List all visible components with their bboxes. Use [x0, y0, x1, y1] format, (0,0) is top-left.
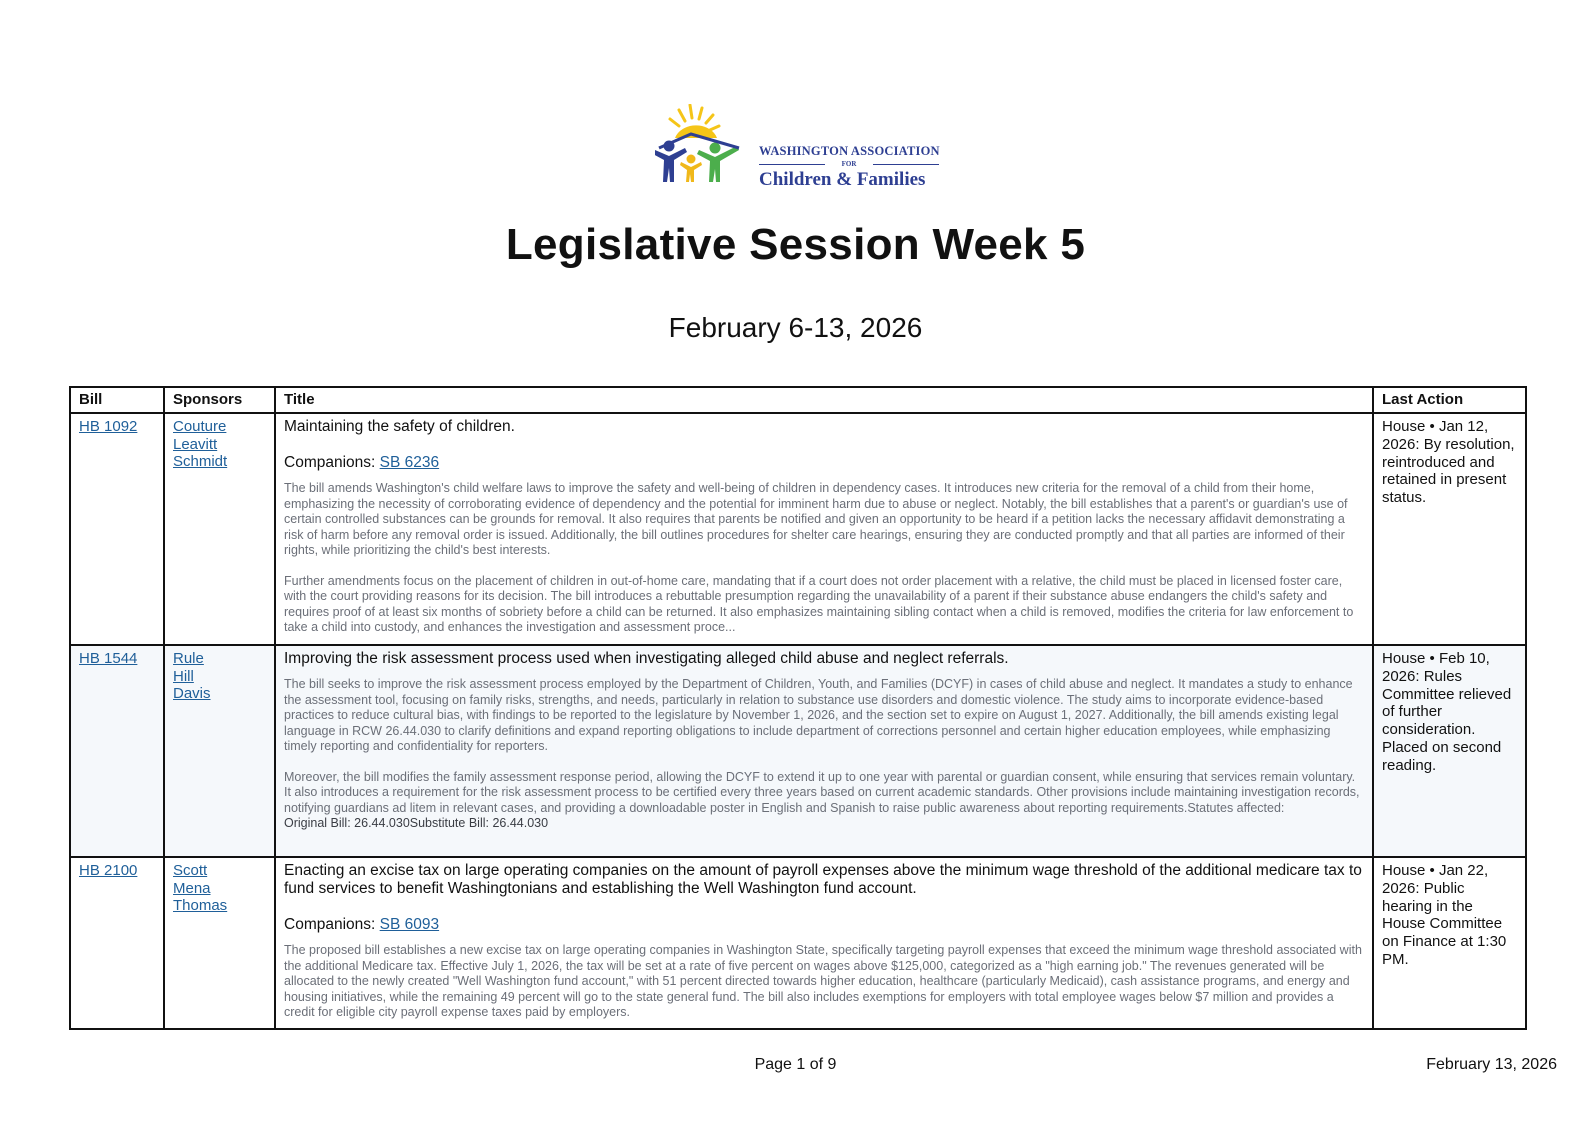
footer-date: February 13, 2026 — [1426, 1056, 1557, 1073]
bill-cell — [70, 413, 164, 645]
companions — [284, 454, 1364, 472]
sponsor-link[interactable]: Thomas — [173, 897, 228, 914]
last-action-cell — [1373, 645, 1526, 857]
companions-label: Companions: — [284, 454, 376, 471]
bill-summary-paragraph: The bill seeks to improve the risk assessment process employed by the Department of Children, Youth, and Families (DCYF) in cases of child abuse and neglect. It mandates a study to enhance the assessment tool, focusing on family risks, strengths, and needs, particularly in relation to substance use disorders and domestic violence. The study aims to incorporate evidence-based practices to reduce cultural bias, with findings to be reported to the legislature by November 1, 2026, and the section set to expire on August 1, 2027. Additionally, the bill amends existing legal language in RCW 26.44.030 to clarify definitions and expand reporting obligations to include department of corrections personnel and certain higher education employees, while emphasizing timely reporting and confidentiality for reporters. — [284, 677, 1353, 753]
logo-family-icon — [655, 104, 755, 188]
sponsors-cell — [164, 645, 275, 857]
companion-bill-link[interactable]: SB 6236 — [379, 454, 440, 471]
logo-line-2: FOR — [759, 160, 939, 168]
bill-summary-paragraph: The proposed bill establishes a new excise tax on large operating companies in Washington State, specifically targeting payroll expenses that exceed the minimum wage threshold associated with the additional Medicare tax. Effective July 1, 2026, the tax will be set at a rate of five percent on wages above $125,000, categorized as a "high earning job." The revenues generated will be allocated to the newly created "Well Washington fund account," with 51 percent directed towards higher education, healthcare (particularly Medicaid), cash assistance programs, and energy and housing initiatives, while the remaining 49 percent will go to the state general fund. The bill also includes exemptions for employers with total employee wages below $7 million and provides a credit for eligible city payroll expense taxes paid by employers. — [284, 943, 1362, 1019]
bill-title: Improving the risk assessment process used when investigating alleged child abuse and neglect referrals. — [284, 650, 1009, 667]
bill-summary-paragraph: Further amendments focus on the placement of children in out-of-home care, mandating that if a court does not order placement with a relative, the child must be placed in licensed foster care, with the court providing reasons for its decision. The bill introduces a rebuttable presumption regarding the unavailability of a parent if their substance abuse endangers the child's safety and requires proof of at least six months of sobriety before a child can be returned. It also emphasizes maintaining sibling contact when a child is removed, modifies the criteria for law enforcement to take a child into custody, and enhances the investigation and assessment proce... — [284, 573, 1354, 634]
last-action-text: House • Jan 12, 2026: By resolution, reintroduced and retained in present status. — [1382, 418, 1515, 507]
page-number: Page 1 of 9 — [754, 1056, 837, 1073]
last-action-cell — [1373, 413, 1526, 645]
bill-summary-paragraph: The bill amends Washington's child welfare laws to improve the safety and well-being of children in dependency cases. It introduces new criteria for the removal of a child from their home, emphasizing the necessity of corroborating evidence of dependency and the potential for imminent harm due to abuse or neglect. Notably, the bill establishes that a parent's or guardian's use of certain controlled substances can be grounds for removal. It also requires that parents be notified and given an opportunity to be heard if a petition lacks the necessary affidavit demonstrating a risk of harm before any removal order is issued. Additionally, the bill outlines procedures for shelter care hearings, ensuring they are conducted promptly and that all parties are informed of their rights, while prioritizing the child's best interests. — [284, 481, 1348, 557]
title-cell — [275, 857, 1373, 1029]
column-header-sponsors: Sponsors — [164, 387, 275, 413]
title-cell — [275, 645, 1373, 857]
companions — [284, 916, 1364, 934]
sponsors-cell — [164, 413, 275, 645]
last-action-text: House • Jan 22, 2026: Public hearing in the House Committee on Finance at 1:30 PM. — [1382, 862, 1507, 968]
sponsors-cell — [164, 857, 275, 1029]
bill-cell — [70, 645, 164, 857]
last-action-text: House • Feb 10, 2026: Rules Committee relieved of further consideration. Placed on second reading. — [1382, 650, 1512, 774]
sponsor-link[interactable]: Leavitt — [173, 435, 218, 453]
bill-summary-paragraph: Moreover, the bill modifies the family assessment response period, allowing the DCYF to extend it up to one year with parental or guardian consent, while ensuring that services remain voluntary. It also introduces a requirement for the risk assessment process to be certified every three years based on current academic standards. Other provisions include maintaining investigation records, notifying guardians ad litem in relevant cases, and providing a downloadable poster in English and Spanish to raise public awareness about reporting requirements.Statutes affected: — [284, 769, 1360, 815]
bills-table — [69, 386, 1527, 1030]
page-title: Legislative Session Week 5 — [505, 220, 1086, 269]
companions-label: Companions: — [284, 916, 376, 933]
table-row — [70, 857, 1526, 1029]
column-header-last-action: Last Action — [1373, 387, 1526, 413]
sponsor-link[interactable]: Couture — [173, 418, 227, 435]
sponsor-link[interactable]: Davis — [173, 685, 211, 702]
sponsor-link[interactable]: Mena — [173, 879, 211, 897]
page-subtitle: February 6-13, 2026 — [668, 312, 923, 343]
logo-wordmark — [759, 144, 940, 191]
table-row — [70, 413, 1526, 645]
logo-line-3: Children & Families — [759, 169, 926, 190]
last-action-cell — [1373, 857, 1526, 1029]
column-header-title: Title — [275, 387, 1373, 413]
sponsor-link[interactable]: Hill — [173, 667, 194, 685]
sponsor-link[interactable]: Scott — [173, 862, 208, 879]
title-cell — [275, 413, 1373, 645]
bill-title: Maintaining the safety of children. — [284, 418, 515, 435]
companion-bill-link[interactable]: SB 6093 — [379, 916, 440, 933]
logo-line-1: WASHINGTON ASSOCIATION — [759, 144, 940, 158]
column-header-bill: Bill — [70, 387, 164, 413]
sponsor-link[interactable]: Schmidt — [173, 453, 228, 470]
bill-cell — [70, 857, 164, 1029]
sponsor-link[interactable]: Rule — [173, 650, 204, 667]
bill-link[interactable]: HB 1544 — [79, 650, 138, 667]
organization-logo — [655, 104, 945, 188]
bill-link[interactable]: HB 2100 — [79, 862, 138, 879]
table-header-row — [70, 387, 1526, 413]
bill-link[interactable]: HB 1092 — [79, 418, 138, 435]
bill-title: Enacting an excise tax on large operating companies on the amount of payroll expenses above the minimum wage threshold of the additional medicare tax to fund services to benefit Washingtonians and establishing the Well Washington fund account. — [284, 862, 1362, 897]
table-row — [70, 645, 1526, 857]
statutes-affected: Original Bill: 26.44.030Substitute Bill: 26.44.030 — [284, 816, 549, 830]
